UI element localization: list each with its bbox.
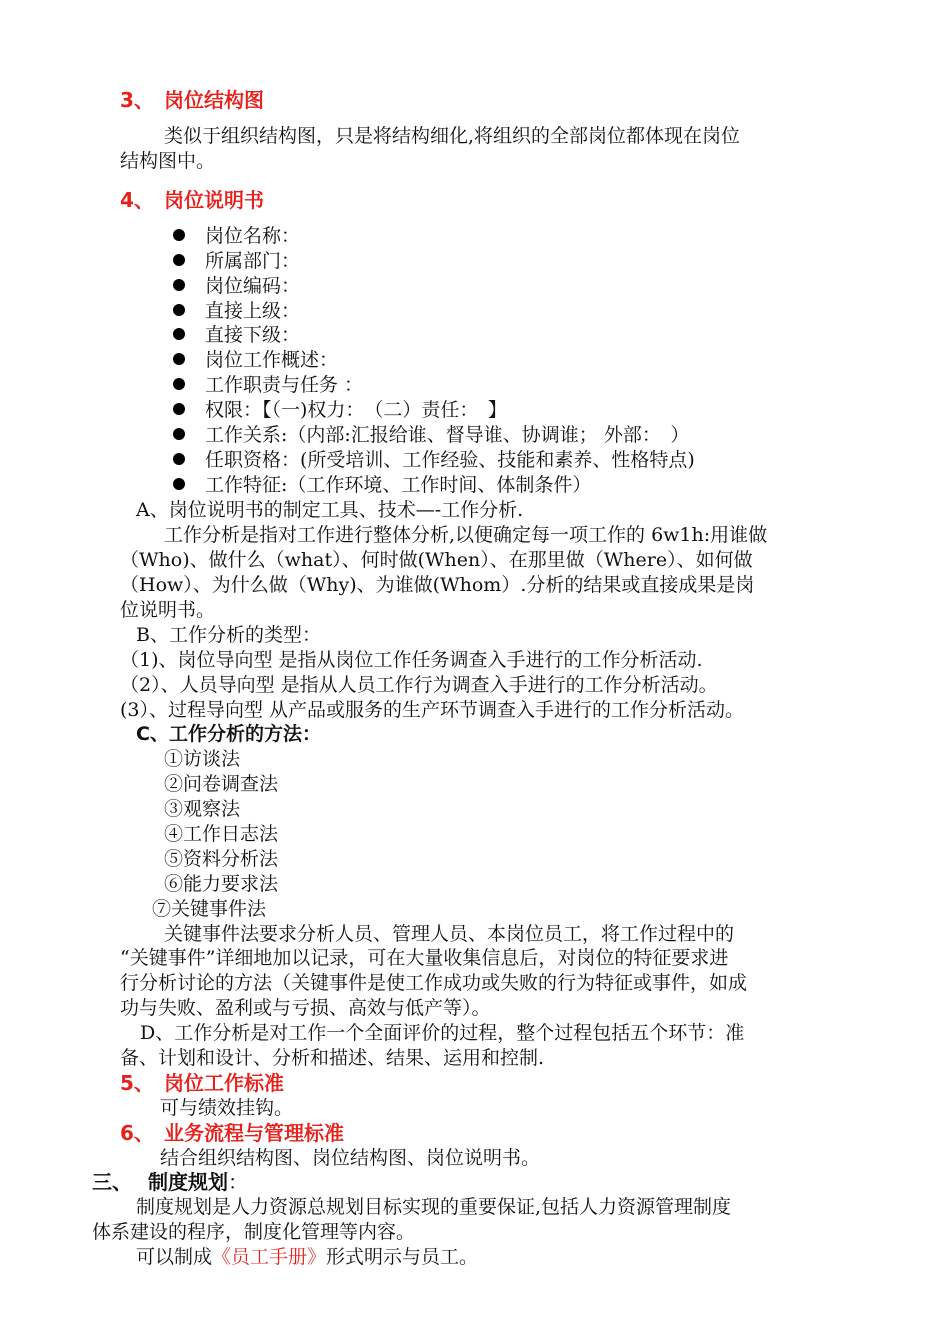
list-item-text: 岗位名称： bbox=[205, 225, 301, 247]
section-number: 6、 bbox=[120, 1121, 154, 1145]
paragraph-line: 制度规划是人力资源总规划目标实现的重要保证,包括人力资源管理制度 bbox=[136, 1196, 732, 1218]
paragraph-line: （How）、为什么做（Why)、为谁做(Whom）.分析的结果或直接成果是岗 bbox=[120, 574, 755, 596]
method-item: ②问卷调查法 bbox=[164, 773, 279, 795]
bullet-icon bbox=[173, 453, 185, 465]
section-number: 3、 bbox=[120, 88, 154, 112]
method-item: ⑦关键事件法 bbox=[152, 898, 267, 920]
list-item-text: 工作特征:（工作环境、工作时间、体制条件） bbox=[205, 474, 592, 496]
method-item: ③观察法 bbox=[164, 798, 241, 820]
section-number: 三、 bbox=[92, 1170, 132, 1194]
list-item: (3）、过程导向型 从产品或服务的生产环节调查入手进行的工作分析活动。 bbox=[120, 699, 745, 721]
list-item-text: 岗位工作概述： bbox=[205, 349, 339, 371]
paragraph-line: 关键事件法要求分析人员、管理人员、本岗位员工，将工作过程中的 bbox=[164, 923, 735, 945]
list-item bbox=[173, 373, 363, 398]
list-item bbox=[173, 274, 300, 299]
closing-text-pre: 可以制成 bbox=[136, 1246, 213, 1268]
list-item-text: 所属部门： bbox=[205, 250, 301, 272]
bullet-icon bbox=[173, 254, 185, 266]
list-item: （2）、人员导向型 是指从人员工作行为调查入手进行的工作分析活动。 bbox=[120, 674, 718, 696]
paragraph-line: 功与失败、盈利或与亏损、高效与低产等）。 bbox=[120, 997, 491, 1019]
list-item bbox=[173, 348, 338, 373]
section-title: 岗位说明书 bbox=[164, 188, 264, 212]
list-item-text: 工作关系:（内部:汇报给谁、督导谁、协调谁； 外部： ） bbox=[205, 424, 690, 446]
list-item-text: 岗位编码： bbox=[205, 275, 301, 297]
list-item bbox=[173, 299, 300, 324]
section-5-heading bbox=[120, 1069, 284, 1097]
subsection-c-title: C、工作分析的方法： bbox=[136, 723, 321, 745]
list-item bbox=[173, 448, 695, 473]
bullet-icon bbox=[173, 478, 185, 490]
section-title: 制度规划 bbox=[148, 1170, 228, 1194]
method-item: ①访谈法 bbox=[164, 748, 241, 770]
list-item bbox=[173, 423, 689, 448]
section-4-heading bbox=[120, 186, 264, 214]
paragraph-line: D、工作分析是对工作一个全面评价的过程，整个过程包括五个环节：准 bbox=[140, 1022, 745, 1044]
subsection-b-title: B、工作分析的类型： bbox=[136, 624, 321, 646]
closing-text-post: 形式明示与员工。 bbox=[326, 1246, 479, 1268]
section-6-heading bbox=[120, 1119, 344, 1147]
section-title: 岗位结构图 bbox=[164, 88, 264, 112]
handbook-title: 《员工手册》 bbox=[212, 1246, 327, 1268]
bullet-icon bbox=[173, 304, 185, 316]
list-item-text: 直接上级： bbox=[205, 300, 301, 322]
paragraph-line: 结构图中。 bbox=[120, 150, 216, 172]
list-item: （1)、岗位导向型 是指从岗位工作任务调查入手进行的工作分析活动. bbox=[120, 649, 703, 671]
paragraph-line: 备、计划和设计、分析和描述、结果、运用和控制. bbox=[120, 1047, 545, 1069]
bullet-icon bbox=[173, 279, 185, 291]
list-item-text: 任职资格：(所受培训、工作经验、技能和素养、性格特点) bbox=[205, 449, 695, 471]
method-item: ④工作日志法 bbox=[164, 823, 279, 845]
list-item-text: 直接下级： bbox=[205, 324, 301, 346]
bullet-icon bbox=[173, 403, 185, 415]
paragraph-line: （Who)、做什么（what）、何时做(When）、在那里做（Where）、如何做 bbox=[120, 549, 753, 571]
paragraph-line: 结合组织结构图、岗位结构图、岗位说明书。 bbox=[160, 1147, 541, 1169]
bullet-icon bbox=[173, 229, 185, 241]
paragraph-line: 行分析讨论的方法（关键事件是使工作成功或失败的行为特征或事件，如成 bbox=[120, 972, 748, 994]
paragraph-line: 可与绩效挂钩。 bbox=[160, 1097, 294, 1119]
method-item: ⑥能力要求法 bbox=[164, 873, 279, 895]
list-item-text: 权限：【（一)权力： （二）责任： 】 bbox=[205, 399, 507, 421]
list-item bbox=[173, 323, 300, 348]
heading-colon: ： bbox=[228, 1170, 248, 1194]
paragraph-line: 位说明书。 bbox=[120, 599, 216, 621]
method-item: ⑤资料分析法 bbox=[164, 848, 279, 870]
paragraph-line: 工作分析是指对工作进行整体分析,以便确定每一项工作的 6w1h:用谁做 bbox=[164, 524, 768, 546]
list-item bbox=[173, 249, 300, 274]
paragraph-line: 体系建设的程序，制度化管理等内容。 bbox=[92, 1221, 416, 1243]
section-title: 岗位工作标准 bbox=[164, 1071, 284, 1095]
section-three-heading bbox=[92, 1170, 248, 1195]
bullet-icon bbox=[173, 328, 185, 340]
section-number: 4、 bbox=[120, 188, 154, 212]
closing-line bbox=[136, 1245, 478, 1270]
section-title: 业务流程与管理标准 bbox=[164, 1121, 344, 1145]
list-item-text: 工作职责与任务 ： bbox=[205, 374, 364, 396]
bullet-icon bbox=[173, 428, 185, 440]
list-item bbox=[173, 398, 507, 423]
subsection-a-title: A、岗位说明书的制定工具、技术—-工作分析. bbox=[136, 499, 524, 521]
paragraph-line: 类似于组织结构图，只是将结构细化,将组织的全部岗位都体现在岗位 bbox=[164, 125, 741, 147]
section-3-heading bbox=[120, 86, 264, 114]
list-item bbox=[173, 224, 300, 249]
paragraph-line: “关键事件”详细地加以记录，可在大量收集信息后，对岗位的特征要求进 bbox=[120, 947, 729, 969]
bullet-icon bbox=[173, 353, 185, 365]
section-number: 5、 bbox=[120, 1071, 154, 1095]
list-item bbox=[173, 473, 591, 498]
bullet-icon bbox=[173, 378, 185, 390]
